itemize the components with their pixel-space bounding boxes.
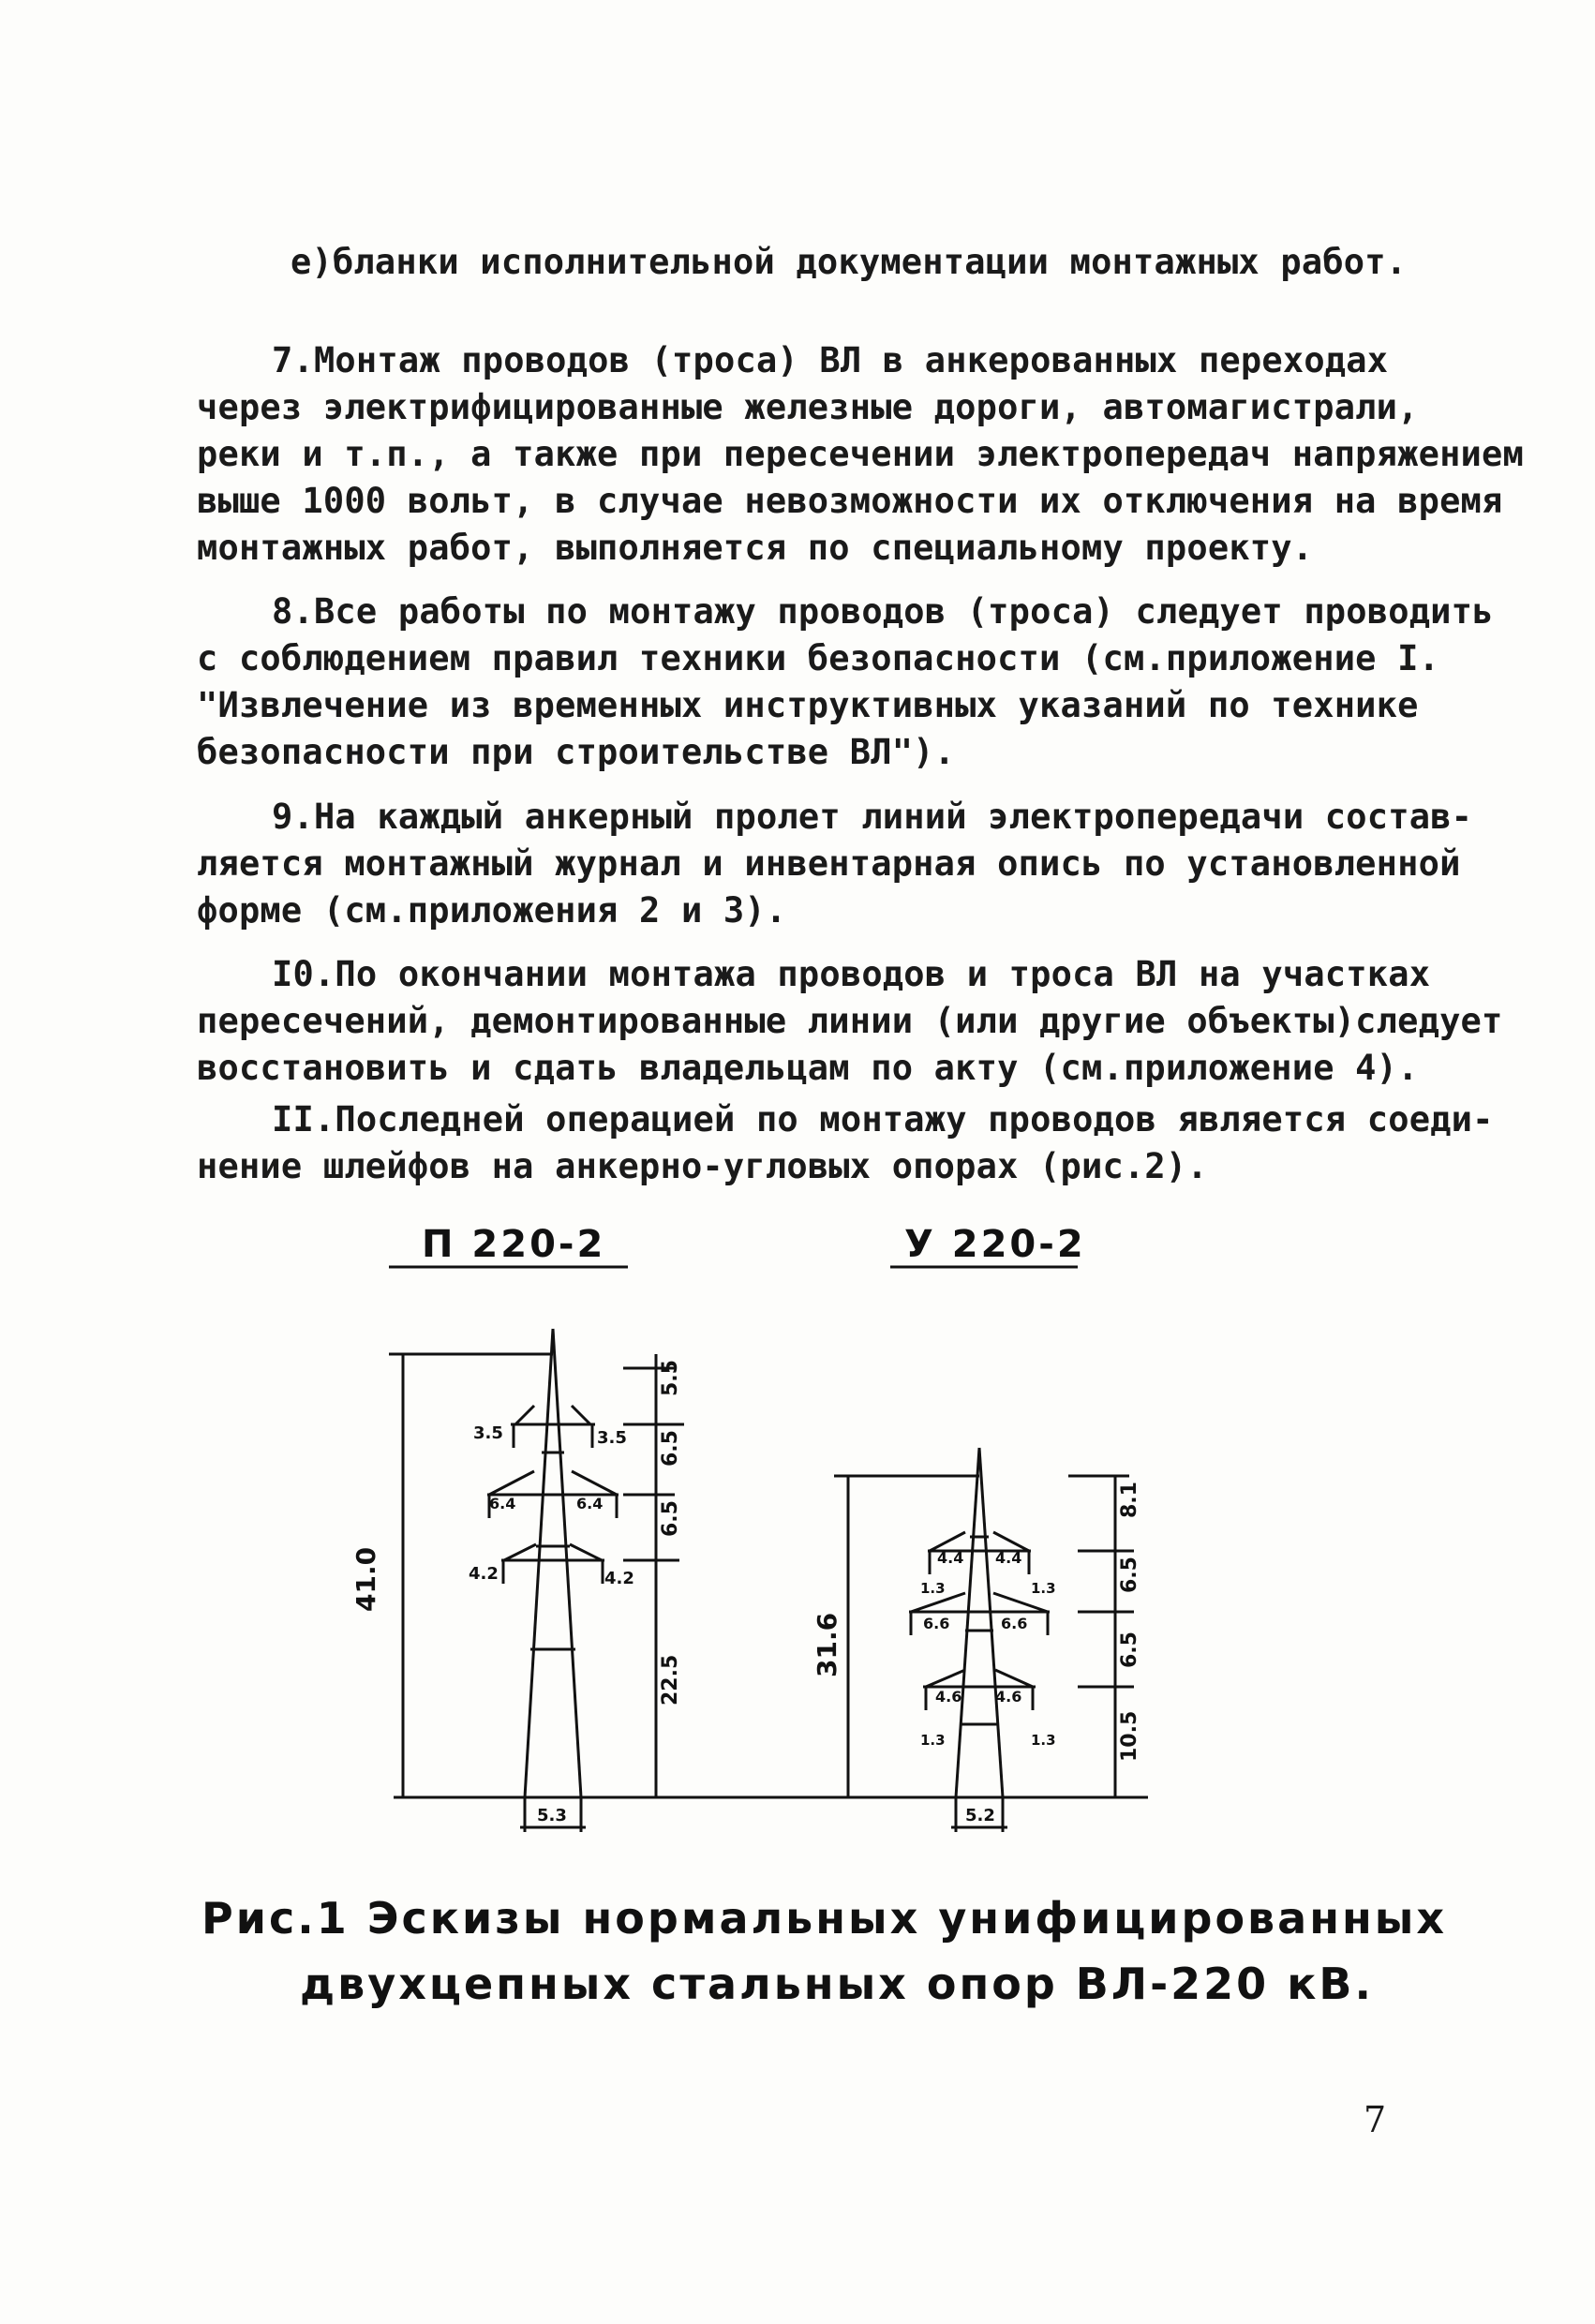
tower-right-seg-3: 6.5 xyxy=(1118,1631,1141,1668)
tower-right-arm-r-1: 4.4 xyxy=(995,1549,1022,1567)
paragraph-9-line-3: форме (см.приложения 2 и 3). xyxy=(197,890,787,931)
tower-left-arm-r-3: 4.2 xyxy=(604,1569,634,1588)
paragraph-11-line-1: II.Последней операцией по монтажу проводов является соеди- xyxy=(272,1099,1494,1140)
paragraph-7-line-5: монтажных работ, выполняется по специальному проекту. xyxy=(197,528,1314,568)
paragraph-8-line-4: безопасности при строительстве ВЛ"). xyxy=(197,732,956,772)
paragraph-7-line-2: через электрифицированные железные дороги, автомагистрали, xyxy=(197,387,1419,427)
tower-left-seg-4: 22.5 xyxy=(659,1654,682,1706)
tower-right-title: У 220-2 xyxy=(904,1223,1086,1266)
tower-right-offset-2: 1.3 xyxy=(1031,1580,1056,1597)
page-number: 7 xyxy=(1364,2099,1387,2140)
paragraph-11-line-2: нение шлейфов на анкерно-угловых опорах (рис.2). xyxy=(197,1146,1208,1186)
tower-right-total-height: 31.6 xyxy=(812,1612,842,1677)
tower-right-offset-1: 1.3 xyxy=(920,1580,946,1597)
tower-left-arm-r-2: 6.4 xyxy=(576,1495,604,1512)
tower-right-offset-3: 1.3 xyxy=(920,1732,946,1749)
paragraph-10-line-1: I0.По окончании монтажа проводов и троса ВЛ на участках xyxy=(272,954,1431,994)
paragraph-8-line-2: с соблюдением правил техники безопасности (см.приложение I. xyxy=(197,638,1440,678)
tower-right-arm-r-2: 6.6 xyxy=(1001,1615,1028,1632)
paragraph-9-line-1: 9.На каждый анкерный пролет линий электропередачи состав- xyxy=(272,797,1473,837)
tower-left-arm-l-1: 3.5 xyxy=(473,1423,503,1443)
figure-caption-line-2: двухцепных стальных опор ВЛ-220 кВ. xyxy=(300,1959,1374,2009)
tower-left-arm-l-2: 6.4 xyxy=(489,1495,516,1512)
paragraph-9-line-2: ляется монтажный журнал и инвентарная опись по установленной xyxy=(197,843,1461,884)
tower-left-seg-2: 6.5 xyxy=(659,1430,682,1467)
tower-right-drawing xyxy=(834,1448,1134,1832)
paragraph-8-line-3: "Извлечение из временных инструктивных указаний по технике xyxy=(197,685,1419,725)
tower-left-title: П 220-2 xyxy=(422,1223,606,1266)
tower-right-arm-r-3: 4.6 xyxy=(995,1688,1022,1706)
tower-left-total-height: 41.0 xyxy=(350,1546,381,1612)
paragraph-10-line-2: пересечений, демонтированные линии (или другие объекты)следует xyxy=(197,1001,1503,1041)
tower-left-seg-1: 5.5 xyxy=(659,1360,682,1396)
paragraph-7-line-3: реки и т.п., а также при пересечении электропередач напряжением xyxy=(197,434,1524,474)
paragraph-8-line-1: 8.Все работы по монтажу проводов (троса) следует проводить xyxy=(272,591,1494,632)
paragraph-7-line-4: выше 1000 вольт, в случае невозможности их отключения на время xyxy=(197,481,1503,521)
tower-left-arm-l-3: 4.2 xyxy=(469,1564,499,1584)
tower-right-arm-l-2: 6.6 xyxy=(923,1615,950,1632)
tower-right-base: 5.2 xyxy=(965,1806,995,1825)
tower-right-seg-2: 6.5 xyxy=(1118,1557,1141,1593)
tower-right-arm-l-3: 4.6 xyxy=(935,1688,962,1706)
text-line-1: е)бланки исполнительной документации монтажных работ. xyxy=(291,242,1408,282)
paragraph-7-line-1: 7.Монтаж проводов (троса) ВЛ в анкерованных переходах xyxy=(272,340,1389,380)
tower-right-seg-4: 10.5 xyxy=(1118,1710,1141,1762)
tower-left-arm-r-1: 3.5 xyxy=(597,1428,627,1448)
paragraph-10-line-3: восстановить и сдать владельцам по акту (см.приложение 4). xyxy=(197,1048,1419,1088)
tower-right-seg-1: 8.1 xyxy=(1118,1482,1141,1518)
tower-left-drawing xyxy=(389,1329,684,1832)
tower-left-base: 5.3 xyxy=(537,1806,567,1825)
figure-caption-line-1: Рис.1 Эскизы нормальных унифицированных xyxy=(201,1893,1448,1944)
tower-left-seg-3: 6.5 xyxy=(659,1500,682,1537)
tower-right-offset-4: 1.3 xyxy=(1031,1732,1056,1749)
tower-right-arm-l-1: 4.4 xyxy=(937,1549,964,1567)
